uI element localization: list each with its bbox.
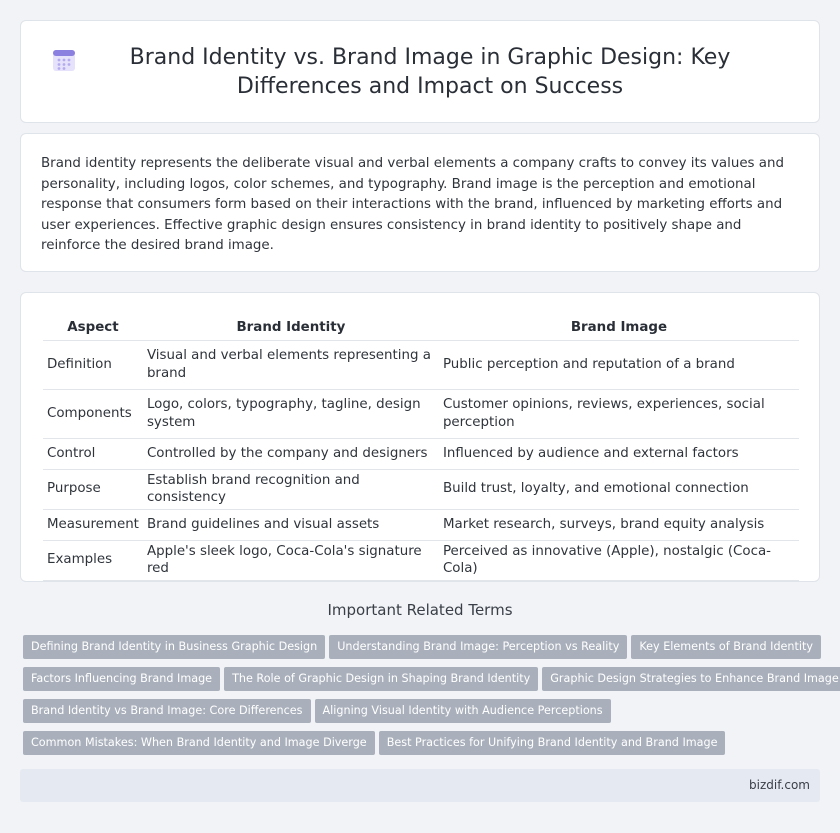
table-cell: Market research, surveys, brand equity analysis (439, 509, 799, 540)
related-term-tag[interactable]: The Role of Graphic Design in Shaping Brand Identity (224, 667, 538, 691)
table-cell: Purpose (43, 469, 143, 509)
table-cell: Influenced by audience and external factors (439, 438, 799, 469)
related-term-tag[interactable]: Factors Influencing Brand Image (23, 667, 220, 691)
column-header: Brand Identity (143, 315, 439, 340)
table-cell: Measurement (43, 509, 143, 540)
related-terms-list (23, 635, 839, 763)
related-term-tag[interactable]: Common Mistakes: When Brand Identity and Image Diverge (23, 731, 375, 755)
column-header: Brand Image (439, 315, 799, 340)
table-row (43, 389, 799, 438)
related-term-tag[interactable]: Key Elements of Brand Identity (631, 635, 821, 659)
table-cell: Perceived as innovative (Apple), nostalgic (Coca-Cola) (439, 540, 799, 580)
table-cell: Establish brand recognition and consistency (143, 469, 439, 509)
related-term-tag[interactable]: Graphic Design Strategies to Enhance Brand Image (542, 667, 840, 691)
table-cell: Controlled by the company and designers (143, 438, 439, 469)
table-cell: Control (43, 438, 143, 469)
related-term-tag[interactable]: Aligning Visual Identity with Audience Perceptions (315, 699, 611, 723)
intro-card (20, 133, 820, 272)
table-row (43, 469, 799, 509)
table-cell: Definition (43, 340, 143, 389)
footer (20, 769, 820, 802)
table-cell: Brand guidelines and visual assets (143, 509, 439, 540)
related-term-tag[interactable]: Brand Identity vs Brand Image: Core Differences (23, 699, 311, 723)
table-cell: Logo, colors, typography, tagline, design system (143, 389, 439, 438)
title-card (20, 20, 820, 123)
intro-paragraph: Brand identity represents the deliberate visual and verbal elements a company crafts to convey its values and personality, including logos, color schemes, and typography. Brand image is the perception and emotional response that consumers form based on their interactions with the brand, influenced by marketing efforts and user experiences. Effective graphic design ensures consistency in brand identity to positively shape and reinforce the desired brand image. (41, 156, 784, 253)
related-term-tag[interactable]: Defining Brand Identity in Business Graphic Design (23, 635, 325, 659)
table-header-row (43, 315, 799, 340)
table-cell: Customer opinions, reviews, experiences, social perception (439, 389, 799, 438)
column-header: Aspect (43, 315, 143, 340)
table-row (43, 438, 799, 469)
related-term-tag[interactable]: Best Practices for Unifying Brand Identity and Brand Image (379, 731, 726, 755)
table-cell: Apple's sleek logo, Coca-Cola's signature red (143, 540, 439, 580)
table-row (43, 509, 799, 540)
table-cell: Visual and verbal elements representing a brand (143, 340, 439, 389)
table-row (43, 540, 799, 580)
comparison-table (43, 315, 799, 581)
footer-site-link[interactable]: bizdif.com (749, 778, 810, 792)
table-row (43, 340, 799, 389)
table-cell: Components (43, 389, 143, 438)
related-terms-heading: Important Related Terms (327, 601, 513, 619)
comparison-table-card (20, 292, 820, 582)
table-cell: Build trust, loyalty, and emotional connection (439, 469, 799, 509)
table-cell: Public perception and reputation of a brand (439, 340, 799, 389)
page-title: Brand Identity vs. Brand Image in Graphic Design: Key Differences and Impact on Success (129, 45, 731, 99)
table-cell: Examples (43, 540, 143, 580)
related-term-tag[interactable]: Understanding Brand Image: Perception vs Reality (329, 635, 627, 659)
